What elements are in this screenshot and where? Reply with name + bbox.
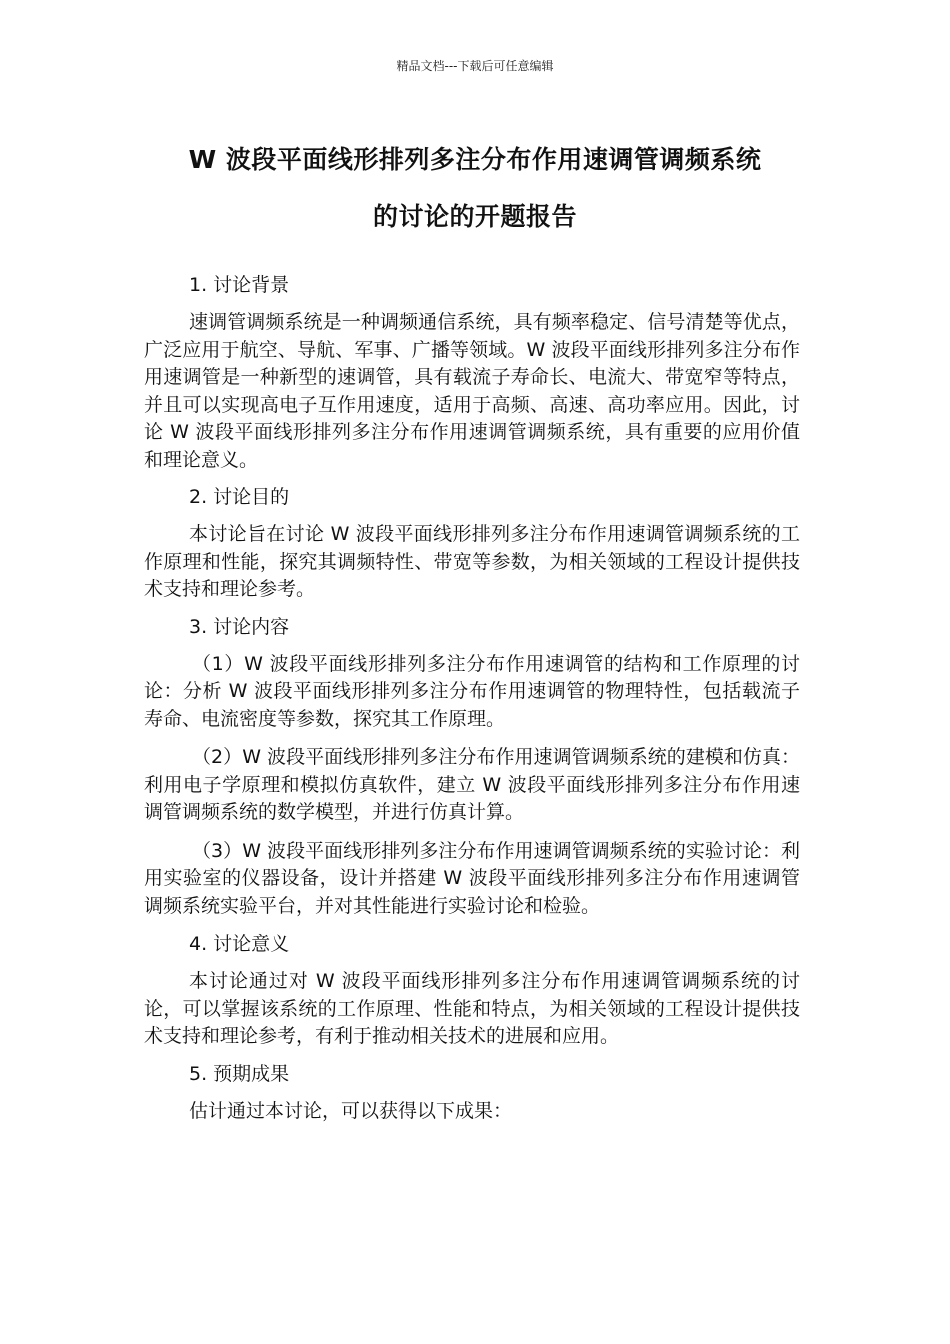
- document-body: [144, 272, 800, 1135]
- section-1-paragraph: 速调管调频系统是一种调频通信系统，具有频率稳定、信号清楚等优点，广泛应用于航空、导航、军事、广播等领域。W 波段平面线形排列多注分布作用速调管是一种新型的速调管，具有载流子寿命长、电流大、带宽窄等特点，并且可以实现高电子互作用速度，适用于高频、高速、高功率应用。因此，讨论 W 波段平面线形排列多注分布作用速调管调频系统，具有重要的应用价值和理论意义。: [144, 311, 800, 471]
- section-4-paragraph: 本讨论通过对 W 波段平面线形排列多注分布作用速调管调频系统的讨论，可以掌握该系统的工作原理、性能和特点，为相关领域的工程设计提供技术支持和理论参考，有利于推动相关技术的进展和应用。: [144, 970, 800, 1047]
- section-5-heading: 5. 预期成果: [189, 1062, 290, 1085]
- section-3-item-2: （2）W 波段平面线形排列多注分布作用速调管调频系统的建模和仿真：利用电子学原理和模拟仿真软件，建立 W 波段平面线形排列多注分布作用速调管调频系统的数学模型，并进行仿真计算。: [144, 746, 800, 823]
- section-3-item-3: （3）W 波段平面线形排列多注分布作用速调管调频系统的实验讨论：利用实验室的仪器设备，设计并搭建 W 波段平面线形排列多注分布作用速调管调频系统实验平台，并对其性能进行实验讨论和检验。: [144, 839, 800, 917]
- section-2-heading: 2. 讨论目的: [189, 486, 290, 508]
- section-1-heading: 1. 讨论背景: [189, 274, 290, 296]
- section-3-item-1: （1）W 波段平面线形排列多注分布作用速调管的结构和工作原理的讨论：分析 W 波段平面线形排列多注分布作用速调管的物理特性，包括载流子寿命、电流密度等参数，探究其工作原理。: [144, 652, 800, 730]
- section-4-heading: 4. 讨论意义: [189, 933, 290, 955]
- section-5-paragraph: 估计通过本讨论，可以获得以下成果：: [189, 1099, 513, 1122]
- document-title-line-2: 的讨论的开题报告: [372, 202, 577, 231]
- section-2-paragraph: 本讨论旨在讨论 W 波段平面线形排列多注分布作用速调管调频系统的工作原理和性能，探究其调频特性、带宽等参数，为相关领域的工程设计提供技术支持和理论参考。: [144, 523, 800, 600]
- page-header-note: 精品文档---下载后可任意编辑: [396, 59, 554, 73]
- document-title-line-1: W 波段平面线形排列多注分布作用速调管调频系统: [188, 145, 762, 174]
- section-3-heading: 3. 讨论内容: [189, 615, 290, 638]
